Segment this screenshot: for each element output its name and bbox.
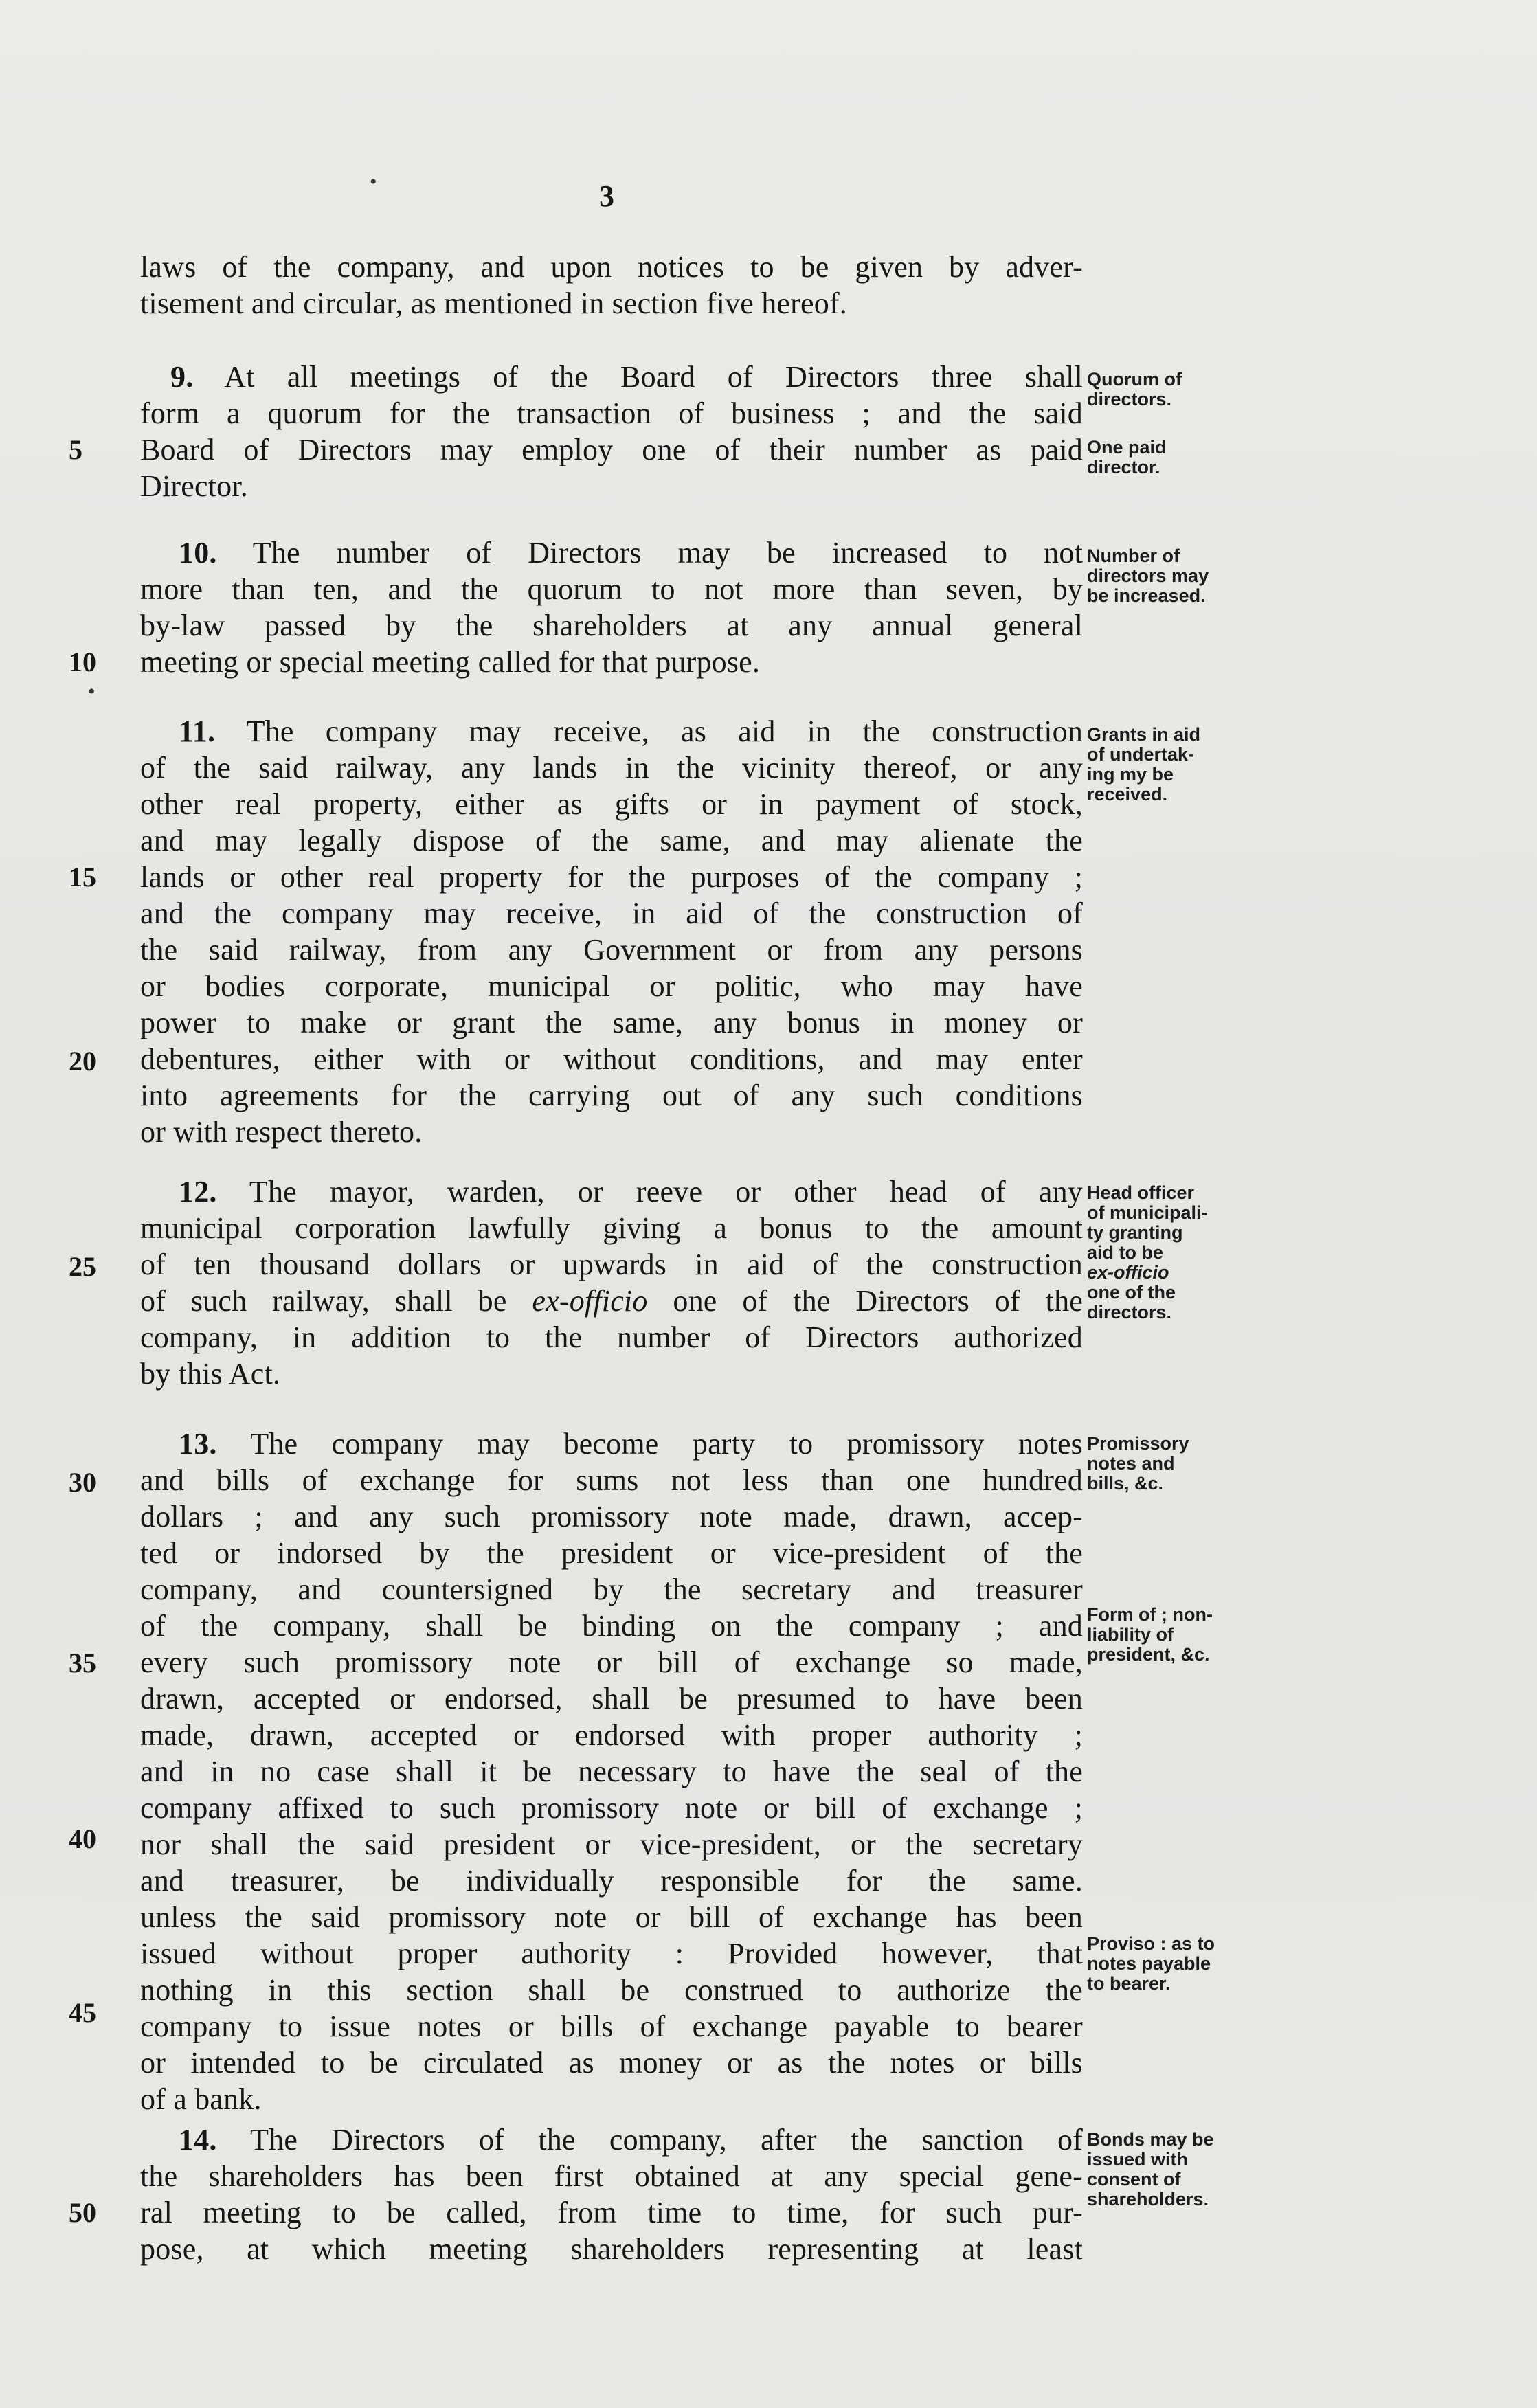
note-line: of municipali- (1087, 1202, 1208, 1223)
text-line: the said railway, from any Government or from any persons (140, 933, 1083, 967)
text-line (140, 535, 1083, 571)
text-line: into agreements for the carrying out of any such conditions (140, 1079, 1083, 1112)
note-line: shareholders. (1087, 2189, 1209, 2209)
text-line: and may legally dispose of the same, and may alienate the (140, 824, 1083, 857)
text-line: or with respect thereto. (140, 1115, 423, 1149)
text-line: pose, at which meeting shareholders representing at least (140, 2232, 1083, 2266)
text-line: by-law passed by the shareholders at any annual general (140, 609, 1083, 642)
note-line: bills, &c. (1087, 1473, 1164, 1494)
note-line: One paid (1087, 437, 1167, 458)
note-line: ing my be (1087, 764, 1174, 785)
section-number: 12. (179, 1175, 217, 1208)
text-line (140, 1426, 1083, 1462)
text-fragment: The number of Directors may be increased to not (252, 536, 1083, 570)
text-line (140, 2122, 1083, 2158)
text-line: municipal corporation lawfully giving a bonus to the amount (140, 1211, 1083, 1245)
text-line: company, and countersigned by the secretary and treasurer (140, 1573, 1083, 1606)
line-number: 50 (69, 2197, 96, 2228)
text-line: company to issue notes or bills of exchange payable to bearer (140, 2010, 1083, 2043)
text-line (140, 359, 1083, 395)
note-line: notes payable (1087, 1953, 1211, 1974)
stray-mark: • (88, 680, 96, 703)
note-line: Proviso : as to (1087, 1933, 1215, 1954)
text-line: and in no case shall it be necessary to have the seal of the (140, 1755, 1083, 1788)
text-fragment: The company may receive, as aid in the construction (246, 714, 1084, 748)
text-line: and treasurer, be individually responsible for the same. (140, 1864, 1083, 1898)
section-13 (140, 1426, 1083, 2117)
section-number: 10. (179, 536, 217, 570)
margin-note-directors-increased (1087, 546, 1266, 606)
text-line: of ten thousand dollars or upwards in aid of the construction (140, 1248, 1083, 1281)
text-line: ral meeting to be called, from time to time, for such pur- (140, 2196, 1083, 2229)
note-line: consent of (1087, 2169, 1181, 2190)
text-line: drawn, accepted or endorsed, shall be presumed to have been (140, 1682, 1083, 1715)
line-number: 25 (69, 1251, 96, 1282)
text-fragment: The mayor, warden, or reeve or other head of any (249, 1175, 1083, 1208)
text-line: nor shall the said president or vice-president, or the secretary (140, 1827, 1083, 1861)
text-line: lands or other real property for the purposes of the company ; (140, 860, 1083, 894)
text-line: by this Act. (140, 1357, 281, 1391)
section-12 (140, 1173, 1083, 1392)
note-line: liability of (1087, 1624, 1174, 1645)
stray-mark: • (370, 170, 377, 193)
text-fragment: of such railway, shall be (140, 1284, 507, 1318)
text-line: ted or indorsed by the president or vice-president of the (140, 1536, 1083, 1570)
text-line: laws of the company, and upon notices to be given by adver- (140, 250, 1083, 284)
text-line: of a bank. (140, 2082, 262, 2116)
note-line: ex-officio (1087, 1262, 1169, 1283)
text-line: more than ten, and the quorum to not more than seven, by (140, 572, 1083, 606)
text-line: Board of Directors may employ one of their number as paid (140, 433, 1083, 466)
section-number: 9. (170, 360, 194, 394)
text-line (140, 1283, 1083, 1319)
text-line: debentures, either with or without conditions, and may enter (140, 1042, 1083, 1076)
note-line: director. (1087, 457, 1160, 477)
line-number: 45 (69, 1997, 96, 2028)
note-line: Form of ; non- (1087, 1604, 1213, 1625)
margin-note-paid-director (1087, 438, 1266, 477)
note-line: received. (1087, 784, 1168, 804)
text-line: and bills of exchange for sums not less than one hundred (140, 1463, 1083, 1497)
section-9 (140, 359, 1083, 504)
text-line: dollars ; and any such promissory note made, drawn, accep- (140, 1500, 1083, 1533)
note-line: notes and (1087, 1453, 1175, 1474)
section-number: 13. (179, 1427, 217, 1461)
note-line: of undertak- (1087, 744, 1195, 765)
line-number: 10 (69, 646, 96, 677)
section-10 (140, 535, 1083, 680)
text-line (140, 1173, 1083, 1210)
italic-term: ex-officio (532, 1284, 648, 1318)
text-line: meeting or special meeting called for that purpose. (140, 645, 761, 679)
note-line: Number of (1087, 545, 1180, 566)
text-line: of the company, shall be binding on the company ; and (140, 1609, 1083, 1643)
note-line: ty granting (1087, 1222, 1183, 1243)
line-number: 15 (69, 862, 96, 892)
line-number: 35 (69, 1647, 96, 1678)
text-line: company, in addition to the number of Directors authorized (140, 1320, 1083, 1354)
text-line: tisement and circular, as mentioned in section five hereof. (140, 286, 847, 320)
note-line: president, &c. (1087, 1644, 1210, 1665)
note-line: directors. (1087, 389, 1172, 409)
margin-note-form (1087, 1605, 1266, 1665)
text-line: made, drawn, accepted or endorsed with proper authority ; (140, 1718, 1083, 1752)
text-line: form a quorum for the transaction of business ; and the said (140, 396, 1083, 430)
line-number: 5 (69, 434, 82, 465)
text-line: power to make or grant the same, any bonus in money or (140, 1006, 1083, 1039)
margin-note-promissory (1087, 1434, 1266, 1494)
text-line: and the company may receive, in aid of the construction of (140, 897, 1083, 930)
note-line: be increased. (1087, 585, 1206, 606)
section-number: 14. (179, 2123, 217, 2157)
margin-note-proviso (1087, 1934, 1266, 1994)
page-number: 3 (599, 179, 614, 213)
text-fragment: one of the Directors of the (673, 1284, 1084, 1318)
text-line: company affixed to such promissory note or bill of exchange ; (140, 1791, 1083, 1825)
text-line: or bodies corporate, municipal or politic, who may have (140, 969, 1083, 1003)
margin-note-bonds (1087, 2130, 1266, 2209)
section-intro (140, 249, 1083, 322)
note-line: directors may (1087, 565, 1209, 586)
section-number: 11. (179, 714, 216, 748)
text-line: the shareholders has been first obtained at any special gene- (140, 2159, 1083, 2193)
text-line: Director. (140, 469, 248, 503)
note-line: Grants in aid (1087, 724, 1201, 745)
text-fragment: The Directors of the company, after the sanction of (250, 2123, 1084, 2157)
text-line: nothing in this section shall be construed to authorize the (140, 1973, 1083, 2007)
text-line: other real property, either as gifts or in payment of stock, (140, 787, 1083, 821)
text-line: issued without proper authority : Provided however, that (140, 1937, 1083, 1970)
line-number: 20 (69, 1046, 96, 1077)
line-number: 30 (69, 1467, 96, 1498)
line-number: 40 (69, 1823, 96, 1854)
margin-note-quorum (1087, 370, 1266, 409)
note-line: Bonds may be (1087, 2129, 1214, 2150)
note-line: Promissory (1087, 1433, 1189, 1454)
note-line: aid to be (1087, 1242, 1164, 1263)
text-line: unless the said promissory note or bill of exchange has been (140, 1900, 1083, 1934)
note-line: Head officer (1087, 1182, 1195, 1203)
note-line: one of the (1087, 1282, 1176, 1303)
margin-note-head-officer (1087, 1183, 1266, 1323)
text-line: every such promissory note or bill of exchange so made, (140, 1645, 1083, 1679)
text-fragment: At all meetings of the Board of Directors three shall (224, 360, 1083, 394)
margin-note-grants (1087, 725, 1266, 804)
text-fragment: The company may become party to promissory notes (250, 1427, 1083, 1461)
note-line: issued with (1087, 2149, 1189, 2170)
note-line: to bearer. (1087, 1973, 1171, 1994)
note-line: directors. (1087, 1302, 1172, 1323)
text-line: or intended to be circulated as money or as the notes or bills (140, 2046, 1083, 2080)
text-line (140, 713, 1083, 750)
text-line: of the said railway, any lands in the vicinity thereof, or any (140, 751, 1083, 785)
note-line: Quorum of (1087, 369, 1182, 390)
section-11 (140, 713, 1083, 1150)
section-14 (140, 2122, 1083, 2267)
